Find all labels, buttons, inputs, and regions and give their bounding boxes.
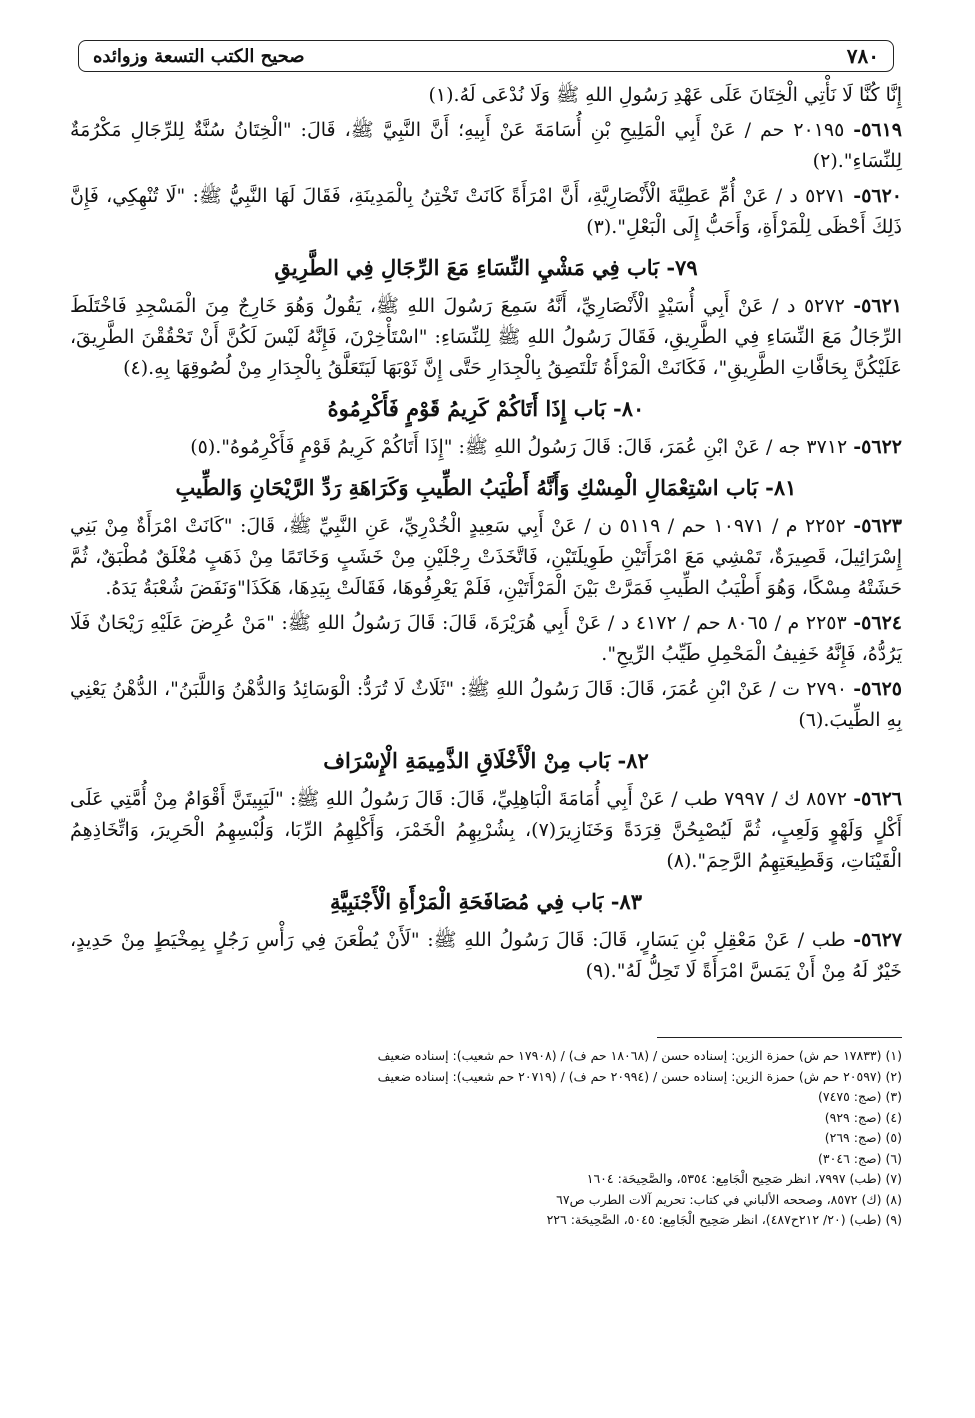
source-reference: طب / xyxy=(797,929,854,951)
footnote: (٢) (٢٠٥٩٧ حم ش) حمزة الزين: إسناده حسن / (٢٠٩٩٤ حم ف) / (٢٠٧١٩ حم شعيب): إسناده ضعيف xyxy=(377,1068,902,1084)
hadith-paragraph xyxy=(70,608,902,670)
hadith-text: إِنَّا كُنَّا لَا نَأْتِي الْخِتَانَ عَلَى عَهْدِ رَسُولِ اللهِ ﷺ وَلَا نُدْعَى لَهُ.(١) xyxy=(428,84,902,106)
hadith-number: ٥٦٢٠- xyxy=(853,185,903,207)
footnote: (٨) (ك) ٨٥٧٢، وصححه الألباني في كتاب: تحريم آلات الطرب ص٦٧ xyxy=(556,1191,902,1207)
hadith-paragraph xyxy=(70,291,902,384)
hadith-paragraph xyxy=(70,511,902,604)
hadith-text: عَنْ أَبِي الْمَلِيحِ بْنِ أُسَامَةَ عَنْ أَبِيهِ؛ أَنَّ النَّبِيَّ ﷺ، قَالَ: "الْخِتَانُ سُنَّةٌ لِلرِّجَالِ مَكْرُمَةٌ لِلنِّسَاءِ".(٢) xyxy=(70,119,902,172)
chapter-heading: ٨٢- بَاب مِنْ الْأَخْلَاقِ الذَّمِيمَةِ الْإِسْرَاف xyxy=(323,748,649,773)
chapter-heading: ٨١- بَاب اسْتِعْمَالِ الْمِسْكِ وَأَنَّهُ أَطْيَبُ الطِّيبِ وَكَرَاهَةِ رَدِّ الرَّيْحَانِ وَالطِّيبِ xyxy=(175,475,797,500)
hadith-paragraph xyxy=(70,181,902,243)
hadith-text: عَنْ ابْنِ عُمَرَ، قَالَ: قَالَ رَسُولُ اللهِ ﷺ: "إِذَا أَتَاكُمْ كَرِيمُ قَوْمٍ فَأَكْرِمُوهُ".(٥) xyxy=(190,436,766,458)
hadith-paragraph xyxy=(70,674,902,736)
hadith-number: ٥٦٢٤- xyxy=(853,612,902,634)
book-title: صحيح الكتب التسعة وزوائده xyxy=(93,45,305,67)
page xyxy=(70,40,902,1231)
hadith-number: ٥٦٢٢- xyxy=(853,436,902,458)
source-reference: ٢٧٩٠ ت / xyxy=(769,678,854,700)
page-header xyxy=(78,40,894,72)
footnote-divider xyxy=(657,1037,902,1038)
footnotes xyxy=(70,1046,902,1231)
source-reference: ٢٠١٩٥ حم / xyxy=(744,119,854,141)
source-reference: ٥٢٧١ د / xyxy=(775,185,854,207)
source-reference: ٥٢٧٢ د / xyxy=(772,295,854,317)
hadith-number: ٥٦٢٦- xyxy=(853,788,902,810)
footnote: (٤) (صج: ٩٢٩) xyxy=(824,1109,902,1125)
hadith-paragraph xyxy=(70,784,902,877)
hadith-text: عَنْ أَبِي أُسَيْدٍ الْأَنْصَارِيِّ، أَنَّهُ سَمِعَ رَسُولَ اللهِ ﷺ، يَقُولُ وَهُوَ خَارِجٌ مِنَ الْمَسْجِدِ فَاخْتَلَطَ الرِّجَالُ مَعَ النِّسَاءِ فِي الطَّرِيقِ، فَقَالَ رَسُولُ اللهِ ﷺ لِلنِّسَاءِ: "اسْتَأْخِرْنَ، فَإِنَّهُ لَيْسَ لَكُنَّ أَنْ تَحْقُقْنَ الطَّرِيقَ، عَلَيْكُنَّ بِحَافَّاتِ الطَّرِيقِ"، فَكَانَتْ الْمَرْأَةُ تَلْتَصِقُ بِالْجِدَارِ حَتَّى إِنَّ ثَوْبَهَا لَيَتَعَلَّقُ بِالْجِدَارِ مِنْ لُصُوقِهَا بِهِ.(٤) xyxy=(70,295,902,379)
hadith-text: عَنْ ابْنِ عُمَرَ، قَالَ: قَالَ رَسُولُ اللهِ ﷺ: "ثَلَاثٌ لَا تُرَدُّ: الْوَسَائِدُ وَالدُّهْنُ وَاللَّبَنُ"، الدُّهْنُ يَعْنِي بِهِ الطِّيبَ.(٦) xyxy=(70,678,902,731)
footnote: (٥) (صج: ٢٦٩) xyxy=(824,1130,902,1145)
hadith-number: ٥٦٢٧- xyxy=(853,929,902,951)
chapter-heading: ٨٠- بَاب إِذَا أَتَاكُمْ كَرِيمُ قَوْمٍ فَأَكْرِمُوهُ xyxy=(327,396,645,421)
hadith-number: ٥٦٢١- xyxy=(853,295,902,317)
hadith-paragraph xyxy=(70,80,902,111)
hadith-number: ٥٦٢٥- xyxy=(853,678,902,700)
hadith-text: عَنْ أَبِي هُرَيْرَةَ، قَالَ: قَالَ رَسُولُ اللهِ ﷺ: "مَنْ عُرِضَ عَلَيْهِ رَيْحَانٌ فَلَا يَرُدُّهُ، فَإِنَّهُ خَفِيفُ الْمَحْمِلِ طَيِّبُ الرِّيحِ". xyxy=(70,612,902,665)
footnote: (٧) (طب) ٧٩٩٧، انظر صَحِيح الْجَامِع: ٥٣٥٤، والصَّحِيحَة: ١٦٠٤ xyxy=(586,1171,902,1186)
footnote: (١) (١٧٨٣٣ حم ش) حمزة الزين: إسناده حسن / (١٨٠٦٨ حم ف) / (١٧٩٠٨ حم شعيب): إسناده ضعيف xyxy=(377,1048,902,1063)
footnote: (٩) (طب) (٢٠/ ٢١٢ح٤٨٧)، انظر صَحِيح الْجَامِع: ٥٠٤٥، الصَّحِيحَة: ٢٢٦ xyxy=(546,1212,902,1227)
hadith-text: عَنْ أُمِّ عَطِيَّةَ الْأَنْصَارِيَّةِ، أَنَّ امْرَأَةً كَانَتْ تَخْتِنُ بِالْمَدِينَةِ، فَقَالَ لَهَا النَّبِيُّ ﷺ: "لَا تُنْهِكِي، فَإِنَّ ذَلِكَ أَحْظَى لِلْمَرْأَةِ، وَأَحَبُّ إِلَى الْبَعْلِ".(٣) xyxy=(70,185,902,238)
hadith-text: عَنْ مَعْقِلِ بْنِ يَسَارٍ، قَالَ: قَالَ رَسُولُ اللهِ ﷺ: "لَأَنْ يُطْعَنَ فِي رَأْسِ رَجُلٍ بِمِخْيَطٍ مِنْ حَدِيدٍ، خَيْرٌ لَهُ مِنْ أَنْ يَمَسَّ امْرَأَةً لَا تَحِلُّ لَهُ".(٩) xyxy=(70,929,902,982)
chapter-heading: ٧٩- بَاب فِي مَشْيِ النِّسَاءِ مَعَ الرِّجَالِ فِي الطَّرِيقِ xyxy=(274,255,698,280)
source-reference: ٢٢٥٢ م / ١٠٩٧١ حم / ٥١١٩ ن / xyxy=(584,515,854,537)
source-reference: ٢٢٥٣ م / ٨٠٦٥ حم / ٤١٧٢ د / xyxy=(607,612,854,634)
hadith-number: ٥٦٢٣- xyxy=(853,515,903,537)
source-reference: ٣٧١٢ جه / xyxy=(765,436,854,458)
chapter-heading: ٨٣- بَاب فِي مُصَافَحَةِ الْمَرْأَةِ الْأَجْنَبِيَّةِ xyxy=(330,889,642,914)
hadith-number: ٥٦١٩- xyxy=(853,119,903,141)
hadith-text: عَنْ أَبِي أُمَامَةَ الْبَاهِلِيِّ، قَالَ: قَالَ رَسُولُ اللهِ ﷺ: "لَيَبِيتَنَّ أَقْوَامٌ مِنْ أُمَّتِي عَلَى أَكْلٍ وَلَهْوٍ وَلَعِبٍ، ثُمَّ لَيُصْبِحُنَّ قِرَدَةً وَخَنَازِيرَ(٧)، بِشُرْبِهِمُ الْخَمْرَ، وَأَكْلِهِمُ الرِّبَا، وَلُبْسِهِمُ الْحَرِيرَ، وَاتِّخَاذِهِمُ الْقَيْنَاتِ، وَقَطِيعَتِهِمُ الرَّحِمَ".(٨) xyxy=(70,788,903,872)
source-reference: ٨٥٧٢ ك / ٧٩٩٧ طب / xyxy=(671,788,854,810)
hadith-paragraph xyxy=(70,432,902,463)
page-number: ٧٨٠ xyxy=(846,44,879,68)
hadith-text: عَنْ أَبِي سَعِيدٍ الْخُدْرِيِّ، عَنِ النَّبِيِّ ﷺ، قَالَ: "كَانَتْ امْرَأَةٌ مِنْ بَنِي إِسْرَائِيلَ، قَصِيرَةٌ، تَمْشِي مَعَ امْرَأَتَيْنِ طَوِيلَتَيْنِ، فَاتَّخَذَتْ رِجْلَيْنِ مِنْ خَشَبٍ وَخَاتَمًا مِنْ ذَهَبٍ مُغْلَقٌ مُطْبَقٌ، ثُمَّ حَشَتْهُ مِسْكًا، وَهُوَ أَطْيَبُ الطِّيبِ فَمَرَّتْ بَيْنَ الْمَرْأَتَيْنِ، فَلَمْ يَعْرِفُوهَا، فَقَالَتْ بِيَدِهَا، هَكَذَا"وَنَفَضَ شُعْبَةُ يَدَهُ. xyxy=(70,515,902,599)
footnote: (٦) (صج: ٣٠٤٦) xyxy=(818,1150,902,1166)
footnote: (٣) (صج: ٧٤٧٥) xyxy=(818,1089,902,1104)
main-text xyxy=(70,80,902,987)
hadith-paragraph xyxy=(70,925,902,987)
hadith-paragraph xyxy=(70,115,902,177)
